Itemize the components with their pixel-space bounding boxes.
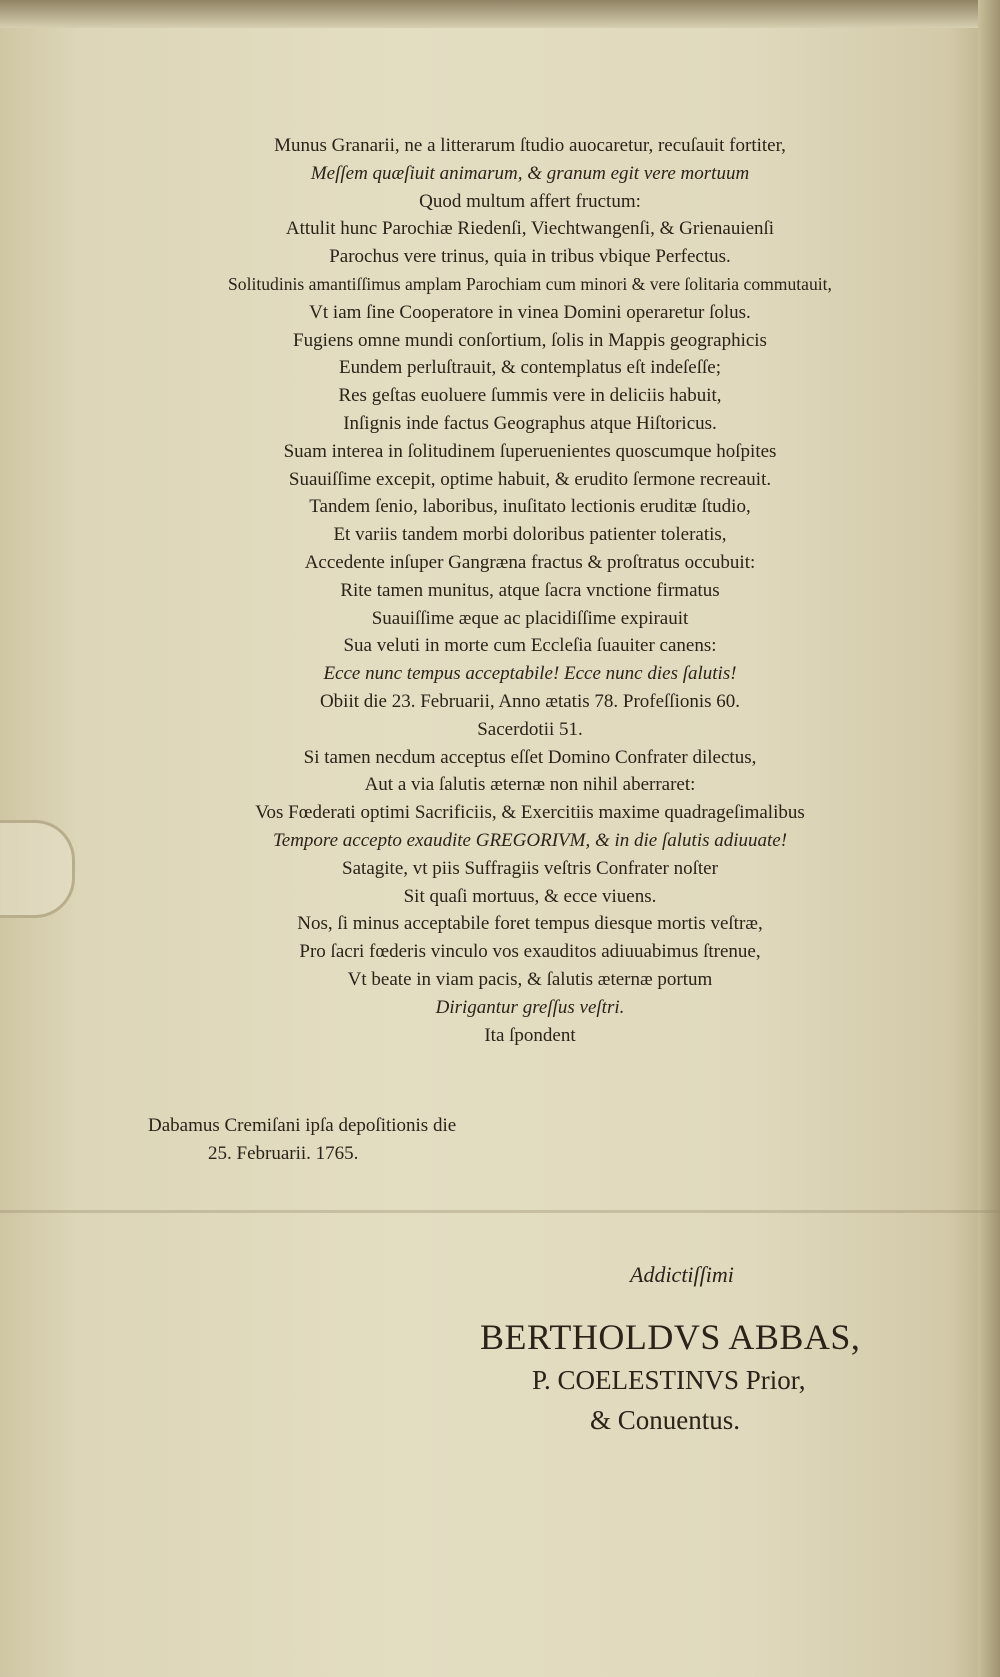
text-line: Vos Fœderati optimi Sacrificiis, & Exercitiis maxime quadrageſimalibus (255, 802, 805, 824)
text-line: Tempore accepto exaudite GREGORIVM, & in die ſalutis adiuuate! (272, 829, 788, 851)
text-line: Vt iam ſine Cooperatore in vinea Domini operaretur ſolus. (309, 301, 751, 323)
text-line: Res geſtas euoluere ſummis vere in deliciis habuit, (338, 385, 722, 407)
obituary-text (150, 132, 910, 1049)
text-line: Suauiſſime æque ac placidiſſime expirauit (371, 607, 689, 629)
signature-abbot: BERTHOLDVS ABBAS, (480, 1317, 861, 1357)
paper-right-edge (978, 0, 1000, 1677)
text-line: Sacerdotii 51. (477, 718, 583, 740)
text-line: Aut a via ſalutis æternæ non nihil aberraret: (364, 774, 696, 796)
text-line: Solitudinis amantiſſimus amplam Parochiam cum minori & vere ſolitaria commutauit, (228, 273, 832, 294)
text-line: Munus Granarii, ne a litterarum ſtudio auocaretur, recuſauit fortiter, (274, 135, 786, 156)
signature-convent: & Conuentus. (590, 1405, 741, 1435)
text-line: Ecce nunc tempus acceptabile! Ecce nunc dies ſalutis! (323, 663, 737, 685)
text-line: Nos, ſi minus acceptabile foret tempus diesque mortis veſtræ, (297, 913, 763, 935)
greeting: Addictiſſimi (630, 1262, 734, 1287)
paper-top-edge (0, 0, 1000, 28)
text-line: Suam interea in ſolitudinem ſuperuenientes quoscumque hoſpites (283, 440, 777, 462)
text-line: Obiit die 23. Februarii, Anno ætatis 78. Profeſſionis 60. (319, 690, 741, 712)
text-line: Si tamen necdum acceptus eſſet Domino Confrater dilectus, (303, 746, 757, 768)
date-block (148, 1112, 456, 1168)
text-line: Sit quaſi mortuus, & ecce viuens. (403, 885, 657, 907)
text-line: Suauiſſime excepit, optime habuit, & erudito ſermone recreauit. (288, 468, 772, 490)
date-line-2: 25. Februarii. 1765. (208, 1143, 359, 1164)
signature-prior: P. COELESTINVS Prior, (532, 1365, 806, 1395)
text-line: Et variis tandem morbi doloribus patienter toleratis, (333, 524, 727, 546)
text-line: Pro ſacri fœderis vinculo vos exauditos adiuuabimus ſtrenue, (299, 941, 761, 963)
text-line: Eundem perluſtrauit, & contemplatus eſt indeſeſſe; (338, 357, 721, 379)
text-line: Attulit hunc Parochiæ Riedenſi, Viechtwangenſi, & Grienauienſi (285, 218, 775, 240)
text-line: Vt beate in viam pacis, & ſalutis æternæ portum (347, 968, 713, 990)
date-line-1: Dabamus Cremiſani ipſa depoſitionis die (148, 1115, 457, 1136)
text-line: Satagite, vt piis Suffragiis veſtris Confrater noſter (342, 857, 718, 879)
text-line: Fugiens omne mundi conſortium, ſolis in Mappis geographicis (293, 329, 767, 351)
text-line: Parochus vere trinus, quia in tribus vbique Perfectus. (329, 246, 731, 268)
text-line: Dirigantur greſſus veſtri. (435, 996, 625, 1018)
text-line: Inſignis inde factus Geographus atque Hiſtoricus. (343, 412, 717, 434)
text-line: Tandem ſenio, laboribus, inuſitato lectionis eruditæ ſtudio, (309, 496, 751, 518)
paper-fold (0, 1210, 1000, 1213)
binding-string (0, 820, 75, 918)
text-line: Quod multum affert fructum: (419, 190, 641, 212)
text-line: Sua veluti in morte cum Eccleſia ſuauiter canens: (343, 635, 717, 657)
text-line: Ita ſpondent (484, 1024, 576, 1046)
text-line: Accedente inſuper Gangræna fractus & proſtratus occubuit: (304, 551, 756, 573)
signature-block (480, 1262, 940, 1440)
text-line: Meſſem quæſiuit animarum, & granum egit vere mortuum (310, 162, 750, 184)
text-line: Rite tamen munitus, atque ſacra vnctione firmatus (340, 579, 720, 601)
